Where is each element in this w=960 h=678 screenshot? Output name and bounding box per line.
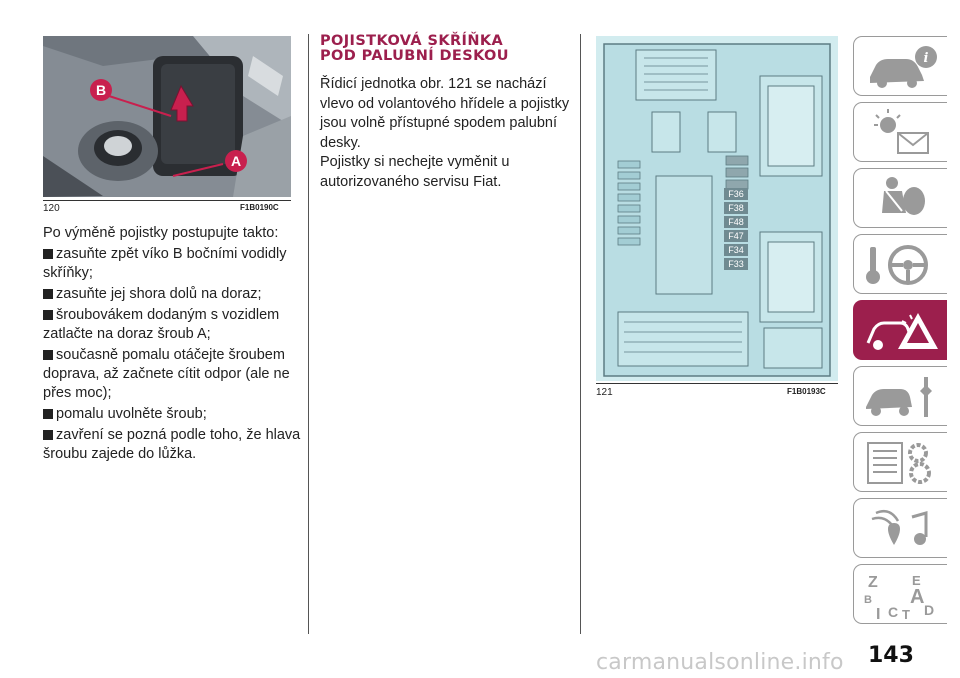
tab-starting-driving[interactable]: [853, 234, 947, 294]
tab-safety[interactable]: [853, 168, 947, 228]
figure-120-code: F1B0190C: [240, 203, 279, 212]
figure-120-label-b: B: [95, 82, 107, 98]
instruction-step: zasuňte jej shora dolů na doraz;: [43, 285, 303, 304]
index-letter: T: [902, 607, 910, 622]
fuse-label-f34: F34: [728, 245, 744, 255]
fuse-label-f33: F33: [728, 259, 744, 269]
instruction-step: současně pomalu otáčejte šroubem doprava, až začnete cítit odpor (ale ne přes moc);: [43, 347, 290, 401]
checkbox-bullet-icon: [43, 430, 53, 440]
tab-warning-lights[interactable]: [853, 102, 947, 162]
heading-line-1: POJISTKOVÁ SKŘÍŇKA: [320, 33, 504, 49]
tab-maintenance[interactable]: [853, 366, 947, 426]
fuse-label-f48: F48: [728, 217, 744, 227]
engine-bay-illustration: [43, 36, 291, 197]
figure-120-image: [43, 36, 291, 197]
instructions-intro: Po výměně pojistky postupujte takto:: [43, 225, 279, 241]
fuse-cover-instructions: [43, 224, 303, 466]
seatbelt-airbag-icon: [862, 173, 942, 225]
heading-line-2: POD PALUBNÍ DESKOU: [320, 48, 509, 64]
index-letter: Z: [868, 574, 878, 591]
index-letter: C: [888, 604, 899, 620]
section-heading: [320, 34, 560, 64]
fuse-label-f36: F36: [728, 189, 744, 199]
section-body: [320, 75, 570, 192]
instruction-step: zasuňte zpět víko B bočními vodidly skříňky;: [43, 246, 287, 281]
fuse-box-illustration: [596, 36, 838, 381]
checkbox-bullet-icon: [43, 350, 53, 360]
checkbox-bullet-icon: [43, 409, 53, 419]
figure-121-code: F1B0193C: [787, 387, 826, 396]
tab-multimedia[interactable]: [853, 498, 947, 558]
page-number: 143: [868, 643, 914, 668]
checkbox-bullet-icon: [43, 289, 53, 299]
checkbox-bullet-icon: [43, 249, 53, 259]
instruction-step: šroubovákem dodaným s vozidlem zatlačte na doraz šroub A;: [43, 307, 280, 342]
index-letter: I: [876, 606, 881, 623]
data-sheet-gear-icon: [862, 437, 942, 489]
body-paragraph-2: Pojistky si nechejte vyměnit u autorizovaného servisu Fiat.: [320, 154, 510, 190]
column-divider-left: [308, 34, 309, 634]
watermark-text: carmanualsonline.info: [596, 650, 844, 675]
svg-text:i: i: [923, 51, 929, 66]
body-paragraph-1: Řídicí jednotka obr. 121 se nachází vlevo od volantového hřídele a pojistky jsou volně přístupné spodem palubní desky.: [320, 76, 570, 151]
index-letter: E: [912, 573, 921, 588]
figure-121-number: 121: [596, 387, 613, 398]
warning-light-message-icon: [862, 107, 942, 159]
figure-121-caption-rule: [596, 383, 838, 384]
column-divider-right: [580, 34, 581, 634]
tab-technical-data[interactable]: [853, 432, 947, 492]
breakdown-warning-triangle-icon: [862, 305, 942, 357]
index-letter: B: [864, 594, 872, 606]
figure-120-label-a: A: [230, 153, 242, 169]
fuse-label-f38: F38: [728, 203, 744, 213]
index-letter: D: [924, 602, 935, 618]
index-letter: A: [910, 586, 925, 608]
car-wrench-icon: [862, 371, 942, 423]
figure-120-caption-rule: [43, 200, 291, 201]
key-steering-wheel-icon: [862, 239, 942, 291]
instruction-step: pomalu uvolněte šroub;: [43, 405, 303, 424]
figure-120-number: 120: [43, 203, 60, 214]
tab-index[interactable]: [853, 564, 947, 624]
multimedia-music-icon: [862, 503, 942, 555]
tab-car-info[interactable]: [853, 36, 947, 96]
fuse-label-f47: F47: [728, 231, 744, 241]
instruction-step: zavření se pozná podle toho, že hlava šroubu zajede do lůžka.: [43, 427, 301, 462]
car-info-icon: [862, 41, 942, 93]
tab-emergency[interactable]: [853, 300, 947, 360]
checkbox-bullet-icon: [43, 310, 53, 320]
figure-121-image: [596, 36, 838, 381]
alphabetical-index-icon: [862, 569, 942, 625]
